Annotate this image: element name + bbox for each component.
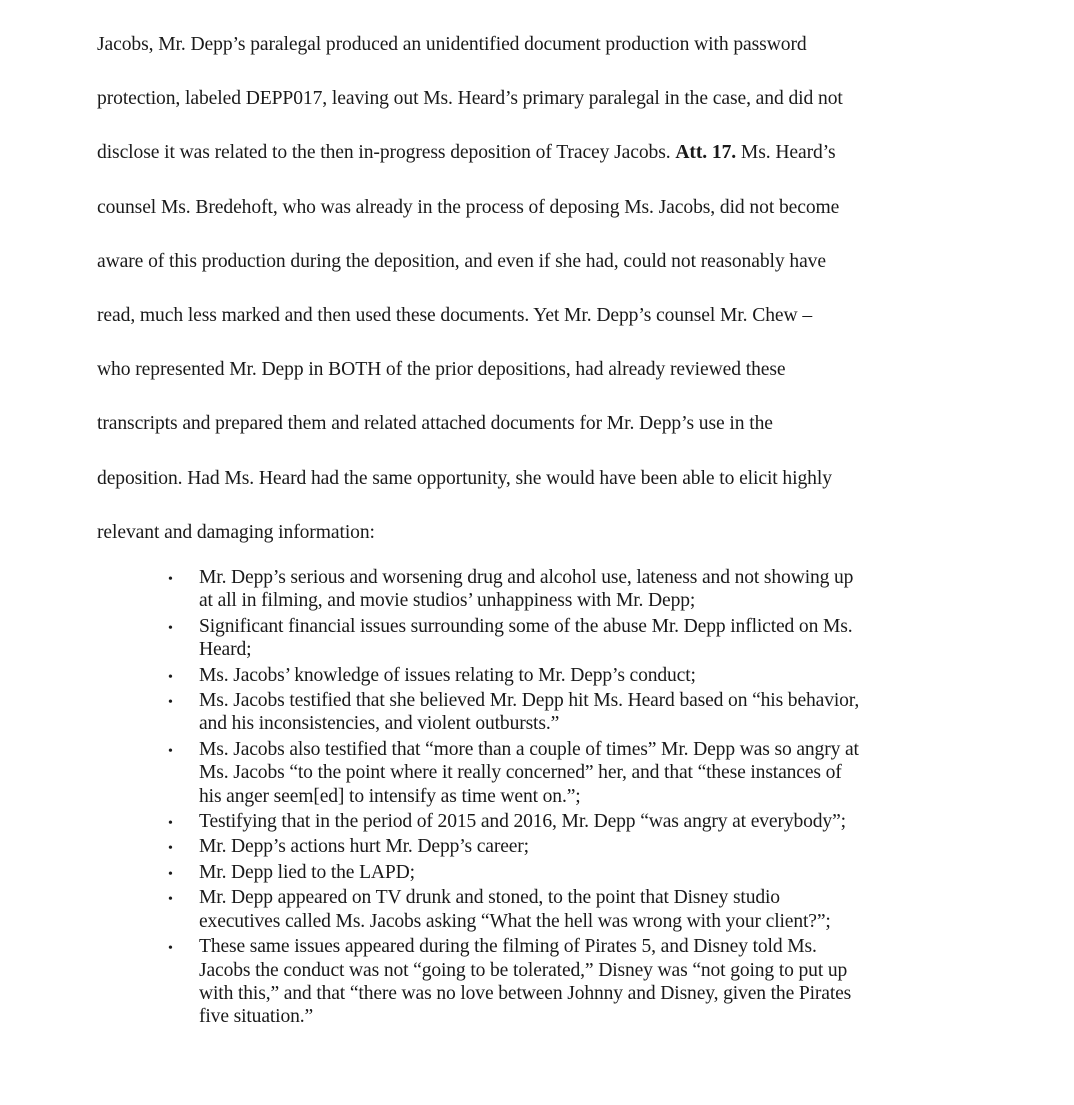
list-item-text: These same issues appeared during the filming of Pirates 5, and Disney told Ms. bbox=[199, 936, 817, 958]
bullet-icon: • bbox=[168, 572, 173, 587]
bullet-icon: • bbox=[168, 669, 173, 685]
paragraph-line: counsel Ms. Bredehoft, who was already in the process of deposing Ms. Jacobs, did not become bbox=[97, 196, 840, 218]
list-item bbox=[165, 615, 1025, 662]
list-item bbox=[165, 886, 1025, 933]
list-item-text: five situation.” bbox=[199, 1006, 314, 1028]
bullet-icon: • bbox=[168, 892, 173, 908]
bullet-icon: • bbox=[168, 866, 173, 882]
list-item-text: his anger seem[ed] to intensify as time went on.”; bbox=[199, 785, 581, 807]
paragraph-line: aware of this production during the deposition, and even if she had, could not reasonably have bbox=[97, 250, 826, 272]
paragraph-text: Ms. Heard’s bbox=[736, 142, 836, 164]
list-item-text: with this,” and that “there was no love between Johnny and Disney, given the Pirates bbox=[199, 982, 852, 1004]
list-item-text: Jacobs the conduct was not “going to be tolerated,” Disney was “not going to put up bbox=[199, 959, 848, 981]
list-item-text: and his inconsistencies, and violent outbursts.” bbox=[199, 713, 560, 735]
paragraph-line: read, much less marked and then used these documents. Yet Mr. Depp’s counsel Mr. Chew – bbox=[97, 304, 813, 326]
paragraph-line: transcripts and prepared them and related attached documents for Mr. Depp’s use in the bbox=[97, 413, 773, 435]
body-paragraph bbox=[97, 30, 997, 572]
list-item bbox=[165, 935, 1025, 1029]
paragraph-line bbox=[97, 138, 997, 192]
list-item-text: at all in filming, and movie studios’ unhappiness with Mr. Depp; bbox=[199, 590, 696, 612]
list-item bbox=[165, 689, 1025, 736]
list-item-text: Ms. Jacobs testified that she believed Mr. Depp hit Ms. Heard based on “his behavior, bbox=[199, 690, 860, 712]
paragraph-line: who represented Mr. Depp in BOTH of the prior depositions, had already reviewed these bbox=[97, 359, 786, 381]
paragraph-line: Jacobs, Mr. Depp’s paralegal produced an unidentified document production with password bbox=[97, 34, 807, 55]
list-item-text: Ms. Jacobs “to the point where it really concerned” her, and that “these instances of bbox=[199, 762, 842, 784]
list-item-text: Testifying that in the period of 2015 and 2016, Mr. Depp “was angry at everybody”; bbox=[199, 811, 846, 833]
list-item bbox=[165, 566, 1025, 613]
list-item bbox=[165, 861, 1025, 884]
bullet-icon: • bbox=[168, 620, 173, 636]
list-item bbox=[165, 810, 1025, 833]
list-item-text: Ms. Jacobs also testified that “more than a couple of times” Mr. Depp was so angry at bbox=[199, 738, 859, 760]
list-item bbox=[165, 835, 1025, 858]
bullet-list bbox=[165, 566, 1025, 1031]
paragraph-line: protection, labeled DEPP017, leaving out Ms. Heard’s primary paralegal in the case, and did not bbox=[97, 88, 843, 110]
list-item-text: Mr. Depp lied to the LAPD; bbox=[199, 861, 415, 883]
bullet-icon: • bbox=[168, 743, 173, 759]
bullet-icon: • bbox=[168, 816, 173, 832]
bullet-icon: • bbox=[168, 695, 173, 711]
paragraph-line: deposition. Had Ms. Heard had the same opportunity, she would have been able to elicit highly bbox=[97, 467, 832, 489]
list-item-text: Mr. Depp’s serious and worsening drug and alcohol use, lateness and not showing up bbox=[199, 567, 854, 588]
paragraph-text: disclose it was related to the then in-progress deposition of Tracey Jacobs. bbox=[97, 142, 676, 164]
bullet-icon: • bbox=[168, 841, 173, 857]
list-item-text: Mr. Depp’s actions hurt Mr. Depp’s career; bbox=[199, 836, 529, 858]
list-item bbox=[165, 738, 1025, 808]
list-item bbox=[165, 664, 1025, 687]
bullet-icon: • bbox=[168, 941, 173, 957]
attachment-reference: Att. 17. bbox=[675, 142, 737, 164]
list-item-text: executives called Ms. Jacobs asking “What the hell was wrong with your client?”; bbox=[199, 910, 831, 932]
list-item-text: Ms. Jacobs’ knowledge of issues relating to Mr. Depp’s conduct; bbox=[199, 664, 696, 686]
list-item-text: Heard; bbox=[199, 639, 252, 661]
list-item-text: Significant financial issues surrounding some of the abuse Mr. Depp inflicted on Ms. bbox=[199, 615, 853, 637]
paragraph-line: relevant and damaging information: bbox=[97, 521, 375, 543]
list-item-text: Mr. Depp appeared on TV drunk and stoned, to the point that Disney studio bbox=[199, 887, 780, 909]
